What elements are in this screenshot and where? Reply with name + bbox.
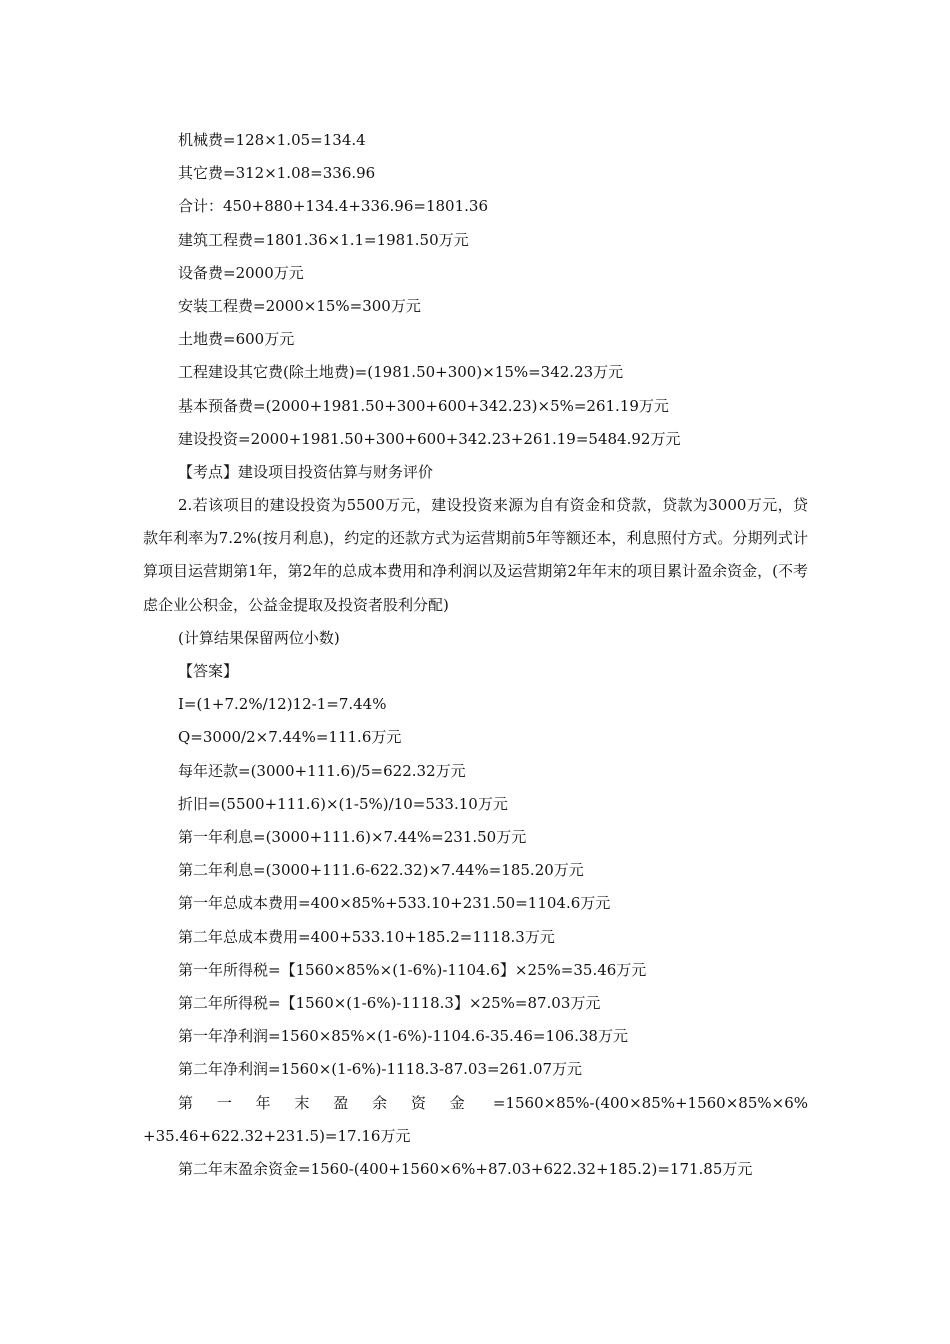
surplus-second-year-line: 第二年末盈余资金=1560-(400+1560×6%+87.03+622.32+185.2)=171.85万元 [178,1159,753,1178]
answer-line: 第二年净利润=1560×(1-6%)-1118.3-87.03=261.07万元 [178,1060,583,1079]
label-char: 盈 [333,1093,349,1112]
answer-line: I=(1+7.2%/12)12-1=7.44% [178,695,387,714]
text-line: 土地费=600万元 [178,330,295,349]
label-char: 末 [294,1093,310,1112]
document-body [143,124,808,1186]
text-line: 机械费=128×1.05=134.4 [178,131,366,149]
text-line: 其它费=312×1.08=336.96 [178,164,376,183]
answer-line: 每年还款=(3000+111.6)/5=622.32万元 [178,761,466,780]
label-char: 一 [216,1093,232,1112]
answer-line: 第一年净利润=1560×85%×(1-6%)-1104.6-35.46=106.38万元 [178,1027,628,1046]
text-line: 合计：450+880+134.4+336.96=1801.36 [178,197,488,216]
text-line: 安装工程费=2000×15%=300万元 [178,296,421,315]
calculation-note: (计算结果保留两位小数) [178,628,340,647]
question-paragraph: 2.若该项目的建设投资为5500万元，建设投资来源为自有资金和贷款，贷款为3000万元，贷款年利率为7.2%(按月利息)，约定的还款方式为运营期前5年等额还本，利息照付方式。分期列式计算项目运营期第1年，第2年的总成本费用和净利润以及运营期第2年年末的项目累计盈余资金，(不考虑企业公积金，公益金提取及投资者股利分配) [143,496,808,614]
answer-line: Q=3000/2×7.44%=111.6万元 [178,728,402,747]
answer-heading: 【答案】 [178,662,239,681]
label-char: 余 [372,1093,388,1112]
text-line: 基本预备费=(2000+1981.50+300+600+342.23)×5%=261.19万元 [178,396,669,415]
surplus-first-year-label [178,1087,465,1120]
answer-line: 第二年所得税=【1560×(1-6%)-1118.3】×25%=87.03万元 [178,993,601,1012]
text-line: 建筑工程费=1801.36×1.1=1981.50万元 [178,230,469,249]
answer-line: 折旧=(5500+111.6)×(1-5%)/10=533.10万元 [178,794,508,813]
answer-line: 第一年总成本费用=400×85%+533.10+231.50=1104.6万元 [178,894,611,913]
answer-line: 第二年利息=(3000+111.6-622.32)×7.44%=185.20万元 [178,861,584,880]
answer-line: 第一年所得税=【1560×85%×(1-6%)-1104.6】×25%=35.46万元 [178,960,647,979]
label-char: 金 [449,1093,465,1112]
label-char: 第 [178,1093,194,1112]
surplus-first-year-formula-head: =1560×85%-(400×85%+1560×85%×6% [492,1093,808,1112]
text-line: 工程建设其它费(除土地费)=(1981.50+300)×15%=342.23万元 [178,363,624,382]
text-line: 设备费=2000万元 [178,263,304,282]
text-line: 建设投资=2000+1981.50+300+600+342.23+261.19=5484.92万元 [178,429,681,448]
label-char: 年 [255,1093,271,1112]
surplus-first-year-formula-tail: +35.46+622.32+231.5)=17.16万元 [143,1126,411,1145]
answer-line: 第二年总成本费用=400+533.10+185.2=1118.3万元 [178,927,555,946]
answer-line: 第一年利息=(3000+111.6)×7.44%=231.50万元 [178,828,527,846]
surplus-first-year-line [143,1087,808,1120]
topic-heading: 【考点】建设项目投资估算与财务评价 [178,462,434,481]
label-char: 资 [410,1093,426,1112]
